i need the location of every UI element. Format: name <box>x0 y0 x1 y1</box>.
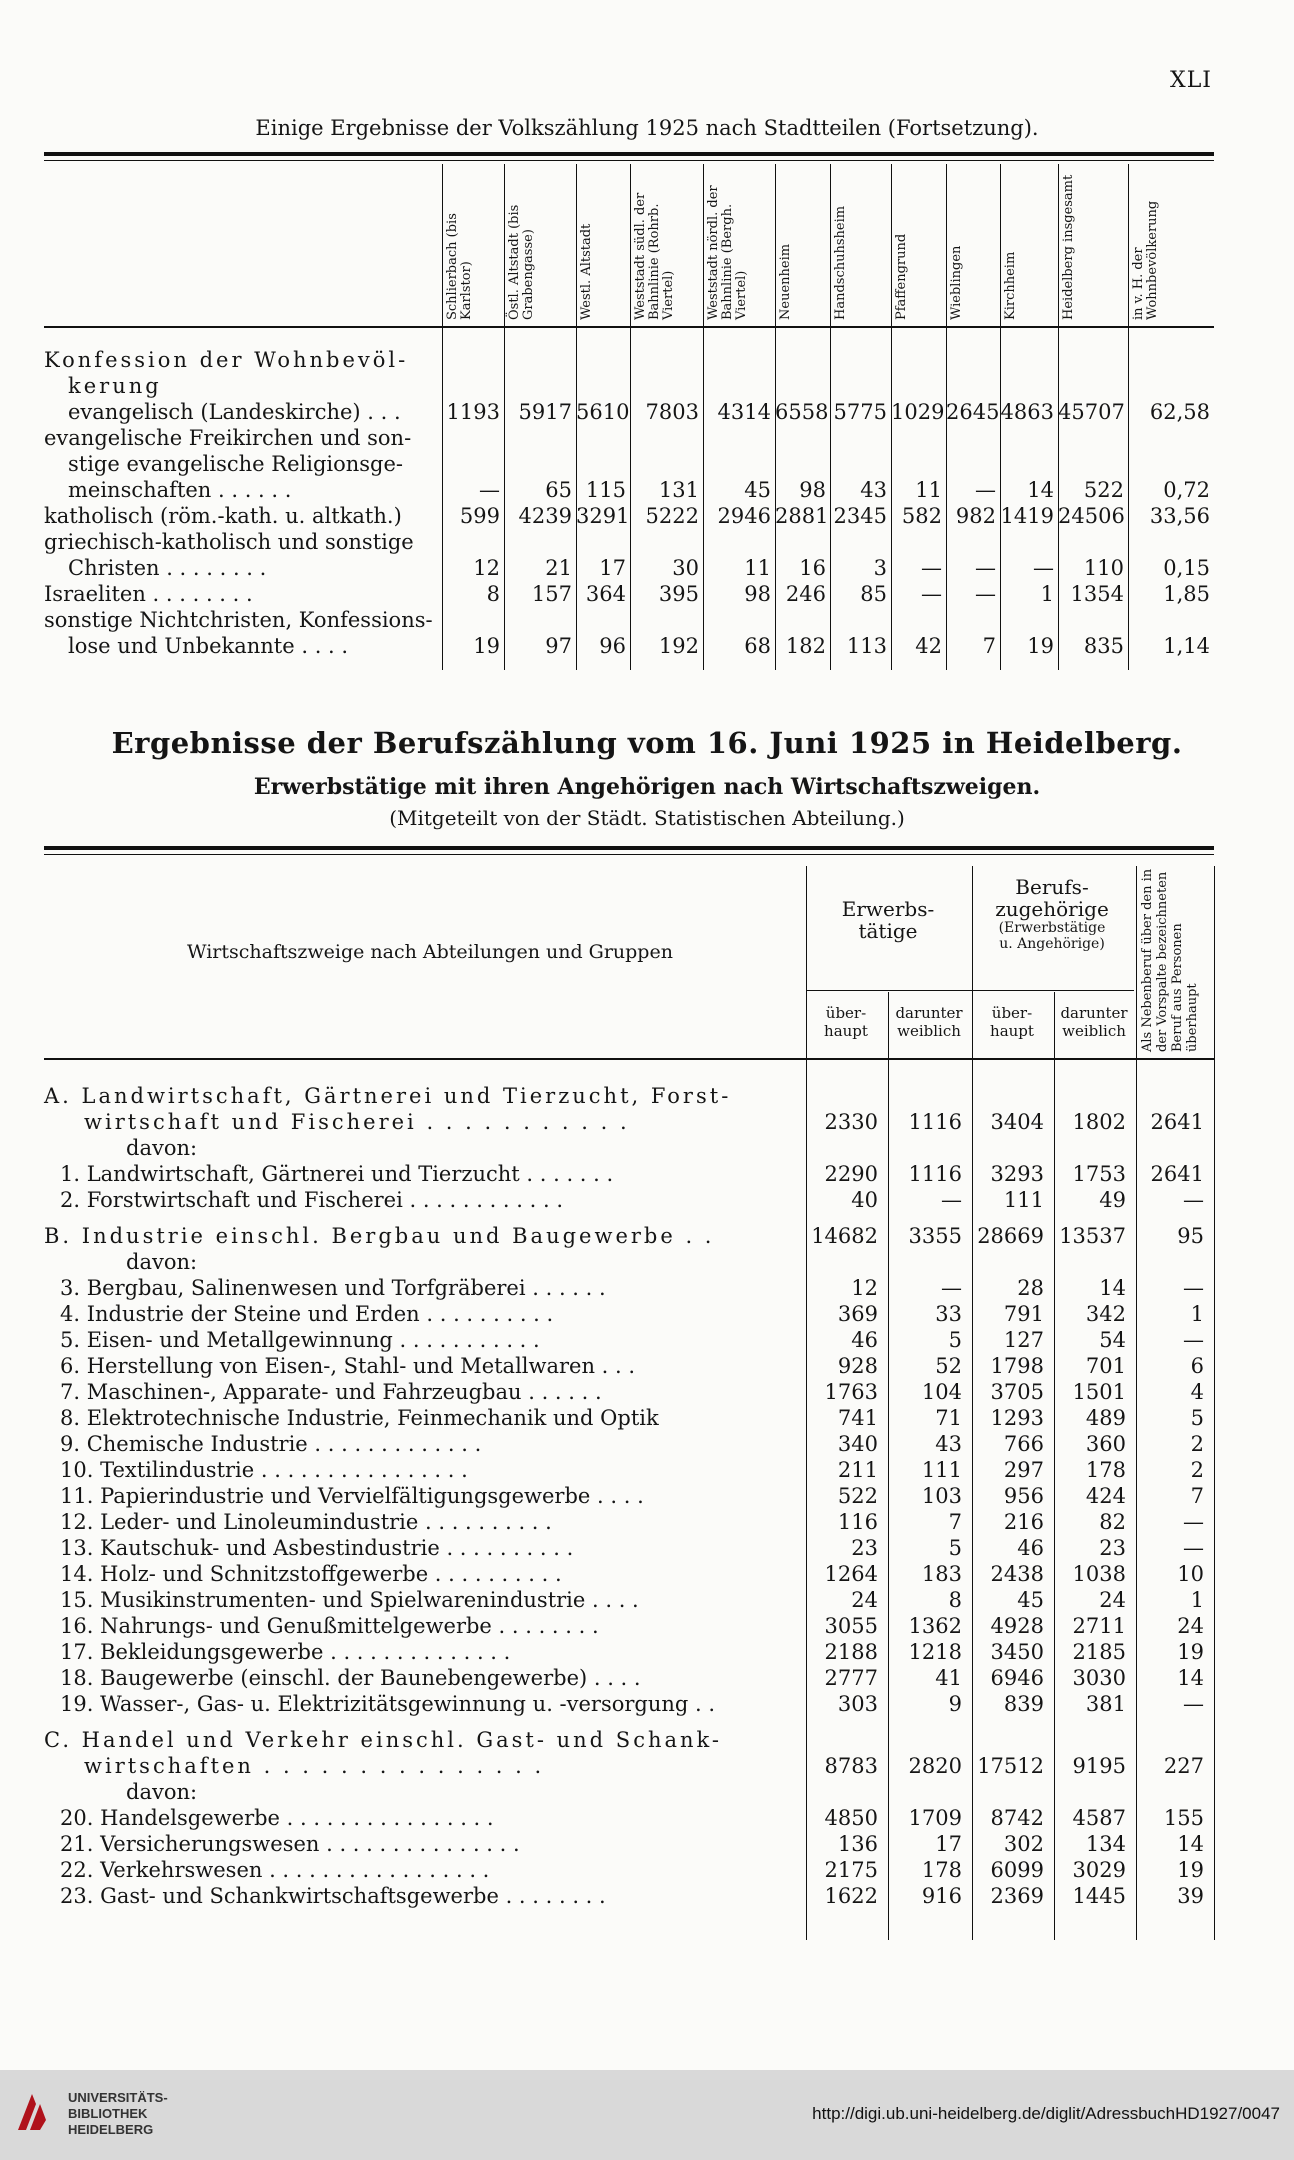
t2-cell: 1763 <box>824 1380 878 1404</box>
t2-cell: 211 <box>837 1458 878 1482</box>
source-url-link[interactable]: http://digi.ub.uni-heidelberg.de/diglit/AdressbuchHD1927/0047 <box>812 2104 1280 2123</box>
t2-cell: 2290 <box>824 1162 878 1186</box>
t2-cell: 7 <box>1190 1484 1204 1508</box>
t2-cell: 3705 <box>990 1380 1044 1404</box>
t2-cell: 43 <box>935 1432 962 1456</box>
t1-cell: 68 <box>744 634 771 658</box>
t2-cell: 1116 <box>908 1162 962 1186</box>
t2-cell: 134 <box>1085 1832 1126 1856</box>
t2-cell: 2175 <box>824 1858 878 1882</box>
t2-cell: 424 <box>1085 1484 1126 1508</box>
page-number: XLI <box>1170 68 1212 93</box>
table2-header-weiblich-1 <box>888 1004 970 1040</box>
header-weiblich2-l1: darunter <box>1060 1004 1128 1022</box>
t2-cell: 1218 <box>908 1640 962 1664</box>
header-weiblich-l2: weiblich <box>897 1022 961 1040</box>
t2-cell: 4587 <box>1072 1806 1126 1830</box>
t1-cell: 2946 <box>717 504 771 528</box>
t1-cell: 16 <box>799 556 826 580</box>
t1-cell: 1029 <box>891 400 945 424</box>
t1-section-label: Konfession der Wohnbevöl- <box>44 348 409 372</box>
t1-cell: 1354 <box>1070 582 1124 606</box>
t2-cell: 9 <box>948 1692 962 1716</box>
table1-top-rule <box>44 152 1214 156</box>
t2-cell: 52 <box>935 1354 962 1378</box>
t2-cell: 5 <box>948 1328 962 1352</box>
t2-row-label: 14. Holz- und Schnitzstoffgewerbe . . . . . . . . . . <box>60 1562 562 1586</box>
t1-cell: 599 <box>459 504 500 528</box>
t2-cell: 127 <box>1003 1328 1044 1352</box>
t1-cell: 582 <box>901 504 942 528</box>
t2-cell: 116 <box>837 1510 878 1534</box>
t1-cell: 4239 <box>518 504 572 528</box>
t2-row-label: 2. Forstwirtschaft und Fischerei . . . . . . . . . . . . <box>60 1188 564 1212</box>
t2-cell: 14 <box>1099 1276 1126 1300</box>
table1-top-rule-thin <box>44 160 1214 161</box>
t2-cell: 7 <box>948 1510 962 1534</box>
t1-cell: 1,85 <box>1163 582 1210 606</box>
t2-cell: 33 <box>935 1302 962 1326</box>
t2-row-label: 18. Baugewerbe (einschl. der Baunebengewerbe) . . . . <box>60 1666 641 1690</box>
t1-cell: 364 <box>585 582 626 606</box>
t1-cell: 45707 <box>1058 400 1125 424</box>
t2-cell: 39 <box>1177 1884 1204 1908</box>
t2-cell: 111 <box>1003 1188 1044 1212</box>
t1-column-header: Weststadt nördl. der Bahnlinie (Bergh. Viertel) <box>706 185 749 320</box>
t2-cell: 1501 <box>1072 1380 1126 1404</box>
t1-cell: 19 <box>1027 634 1054 658</box>
t2-cell: 111 <box>921 1458 962 1482</box>
t1-column-header: in v. H. der Wohnbevölkerung <box>1131 200 1160 320</box>
t2-cell: 136 <box>837 1832 878 1856</box>
t2-cell: 381 <box>1085 1692 1126 1716</box>
t1-cell: 7 <box>982 634 996 658</box>
t2-cell: 49 <box>1099 1188 1126 1212</box>
t2-cell: 2185 <box>1072 1640 1126 1664</box>
t2-section-label: wirtschaft und Fischerei . . . . . . . . . . . <box>84 1110 630 1134</box>
t2-row-label: 6. Herstellung von Eisen-, Stahl- und Metallwaren . . . <box>60 1354 636 1378</box>
t2-cell: 19 <box>1177 1858 1204 1882</box>
t2-cell: 2188 <box>824 1640 878 1664</box>
t2-cell: 522 <box>837 1484 878 1508</box>
t2-cell: 8783 <box>824 1754 878 1778</box>
table2-source: (Mitgeteilt von der Städt. Statistischen Abteilung.) <box>389 806 905 830</box>
t2-cell: — <box>941 1188 962 1212</box>
t1-cell: 5610 <box>576 400 630 424</box>
t1-cell: 1193 <box>446 400 500 424</box>
t2-davon-label: davon: <box>126 1136 198 1160</box>
t2-cell: 5 <box>948 1536 962 1560</box>
table2-header-ueberhaupt-1 <box>806 1004 886 1040</box>
t2-cell: 839 <box>1003 1692 1044 1716</box>
t2-row-label: 19. Wasser-, Gas- u. Elektrizitätsgewinnung u. -versorgung . . <box>60 1692 716 1716</box>
t2-cell: 2641 <box>1150 1162 1204 1186</box>
t1-column-header: Heidelberg insgesamt <box>1061 174 1076 320</box>
t2-row-label: 12. Leder- und Linoleumindustrie . . . . . . . . . . <box>60 1510 552 1534</box>
t1-cell: 12 <box>473 556 500 580</box>
t2-cell: 227 <box>1163 1754 1204 1778</box>
t1-cell: 30 <box>672 556 699 580</box>
table2-header-main: Wirtschaftszweige nach Abteilungen und Gruppen <box>187 941 673 963</box>
table2-title: Ergebnisse der Berufszählung vom 16. Juni 1925 in Heidelberg. <box>111 726 1183 760</box>
t1-cell: 115 <box>585 478 626 502</box>
t2-cell: 928 <box>837 1354 878 1378</box>
t2-row-label: 3. Bergbau, Salinenwesen und Torfgräberei . . . . . . <box>60 1276 606 1300</box>
t2-cell: 14 <box>1177 1832 1204 1856</box>
t2-cell: 297 <box>1003 1458 1044 1482</box>
table2-header-weiblich-2 <box>1054 1004 1134 1040</box>
t1-column-header: Kirchheim <box>1003 251 1018 320</box>
t2-row-label: 4. Industrie der Steine und Erden . . . . . . . . . . <box>60 1302 554 1326</box>
t2-cell: 2 <box>1190 1458 1204 1482</box>
t2-row-label: 5. Eisen- und Metallgewinnung . . . . . . . . . . . <box>60 1328 540 1352</box>
logo-line-1: UNIVERSITÄTS- <box>68 2090 168 2105</box>
t2-cell: 3355 <box>908 1224 962 1248</box>
t2-cell: 24 <box>851 1588 878 1612</box>
t1-cell: 5917 <box>518 400 572 424</box>
t2-cell: 12 <box>851 1276 878 1300</box>
t2-section-label: wirtschaften . . . . . . . . . . . . . . . <box>84 1754 545 1778</box>
t1-cell: 3291 <box>576 504 630 528</box>
t2-cell: 741 <box>837 1406 878 1430</box>
t1-cell: 17 <box>599 556 626 580</box>
t2-cell: 28669 <box>977 1224 1044 1248</box>
t2-cell: 6099 <box>990 1858 1044 1882</box>
t2-section-label: B. Industrie einschl. Bergbau und Baugewerbe . . <box>44 1224 715 1248</box>
table2-header-beruf-sub2: u. Angehörige) <box>999 936 1105 952</box>
t2-cell: 342 <box>1085 1302 1126 1326</box>
t1-cell: 1419 <box>1000 504 1054 528</box>
t1-cell: — <box>975 556 996 580</box>
t2-cell: 28 <box>1017 1276 1044 1300</box>
t2-cell: 8742 <box>990 1806 1044 1830</box>
t2-cell: 791 <box>1003 1302 1044 1326</box>
table2-header-beruf-line2: zugehörige <box>995 897 1109 921</box>
t1-row-label: Christen . . . . . . . . <box>68 556 267 580</box>
t2-cell: 1622 <box>824 1884 878 1908</box>
table2-top-rule <box>44 846 1214 850</box>
t2-cell: 41 <box>935 1666 962 1690</box>
header-weiblich2-l2: weiblich <box>1062 1022 1126 1040</box>
table2-header-beruf-sub1: (Erwerbstätige <box>998 920 1106 936</box>
t2-cell: 178 <box>1085 1458 1126 1482</box>
t1-cell: — <box>479 478 500 502</box>
t1-row-label: stige evangelische Religionsge- <box>68 452 404 476</box>
t1-cell: 62,58 <box>1149 400 1210 424</box>
t1-column-header: Schlierbach (bis Karlstor) <box>445 213 474 320</box>
t2-col-rule <box>1214 866 1215 1940</box>
t2-cell: 3030 <box>1072 1666 1126 1690</box>
t1-cell: 6558 <box>775 400 829 424</box>
t2-cell: 302 <box>1003 1832 1044 1856</box>
t1-cell: 4314 <box>717 400 771 424</box>
t1-section-label-2: kerung <box>68 374 162 398</box>
t1-cell: 182 <box>785 634 826 658</box>
t2-cell: 1753 <box>1072 1162 1126 1186</box>
t1-cell: 522 <box>1083 478 1124 502</box>
t2-cell: 45 <box>1017 1588 1044 1612</box>
t1-row-label: lose und Unbekannte . . . . <box>68 634 349 658</box>
t2-cell: — <box>1183 1328 1204 1352</box>
t2-cell: 340 <box>837 1432 878 1456</box>
t2-cell: 23 <box>851 1536 878 1560</box>
table2-header-rule <box>44 1058 1214 1060</box>
t2-cell: — <box>941 1276 962 1300</box>
t2-cell: 369 <box>837 1302 878 1326</box>
t1-cell: 98 <box>799 478 826 502</box>
t1-cell: 246 <box>785 582 826 606</box>
t2-row-label: 7. Maschinen-, Apparate- und Fahrzeugbau . . . . . . <box>60 1380 602 1404</box>
t2-cell: 6946 <box>990 1666 1044 1690</box>
t2-cell: 2330 <box>824 1110 878 1134</box>
t1-cell: 2881 <box>775 504 829 528</box>
t1-cell: 19 <box>473 634 500 658</box>
t2-section-label: A. Landwirtschaft, Gärtnerei und Tierzucht, Forst- <box>44 1084 732 1108</box>
t1-cell: 96 <box>599 634 626 658</box>
t2-cell: 766 <box>1003 1432 1044 1456</box>
table2-header-beruf-line1: Berufs- <box>1015 875 1089 899</box>
library-logo-text <box>68 2090 168 2138</box>
table2-top-rule-thin <box>44 854 1214 855</box>
t2-cell: — <box>1183 1188 1204 1212</box>
t2-row-label: 20. Handelsgewerbe . . . . . . . . . . . . . . . . <box>60 1806 494 1830</box>
t2-cell: 1362 <box>908 1614 962 1638</box>
t2-row-label: 9. Chemische Industrie . . . . . . . . . . . . . <box>60 1432 482 1456</box>
t1-cell: 2645 <box>946 400 1000 424</box>
t2-cell: 2 <box>1190 1432 1204 1456</box>
t2-cell: 8 <box>948 1588 962 1612</box>
header-ueberhaupt2-l1: über- <box>991 1004 1033 1022</box>
t2-cell: 71 <box>935 1406 962 1430</box>
t2-cell: 3293 <box>990 1162 1044 1186</box>
t1-cell: 835 <box>1083 634 1124 658</box>
t2-cell: 24 <box>1177 1614 1204 1638</box>
t2-row-label: 8. Elektrotechnische Industrie, Feinmechanik und Optik <box>60 1406 659 1430</box>
t2-cell: 17 <box>935 1832 962 1856</box>
t1-row-label: evangelische Freikirchen und son- <box>44 426 412 450</box>
t2-cell: 40 <box>851 1188 878 1212</box>
t2-cell: 1709 <box>908 1806 962 1830</box>
t2-row-label: 17. Bekleidungsgewerbe . . . . . . . . . . . . . . <box>60 1640 511 1664</box>
t2-row-label: 21. Versicherungswesen . . . . . . . . . . . . . . . <box>60 1832 520 1856</box>
t2-davon-label: davon: <box>126 1780 198 1804</box>
t2-row-label: 15. Musikinstrumenten- und Spielwarenindustrie . . . . <box>60 1588 639 1612</box>
t2-cell: 24 <box>1099 1588 1126 1612</box>
t2-cell: 303 <box>837 1692 878 1716</box>
t2-cell: 1264 <box>824 1562 878 1586</box>
t1-row-label: Israeliten . . . . . . . . <box>44 582 253 606</box>
t2-cell: 14 <box>1177 1666 1204 1690</box>
t1-row-label: katholisch (röm.-kath. u. altkath.) <box>44 504 402 528</box>
t1-cell: — <box>975 582 996 606</box>
t1-row-label: meinschaften . . . . . . <box>68 478 292 502</box>
t2-cell: 3029 <box>1072 1858 1126 1882</box>
table1-title: Einige Ergebnisse der Volkszählung 1925 nach Stadtteilen (Fortsetzung). <box>255 116 1039 140</box>
t2-cell: 1802 <box>1072 1110 1126 1134</box>
t1-column-header: Östl. Altstadt (bis Grabengasse) <box>507 204 536 320</box>
t1-cell: 1,14 <box>1163 634 1210 658</box>
t2-cell: 2711 <box>1072 1614 1126 1638</box>
t1-cell: — <box>921 582 942 606</box>
header-ueberhaupt-l1: über- <box>825 1004 867 1022</box>
t1-cell: 982 <box>955 504 996 528</box>
table2-header-ueberhaupt-2 <box>972 1004 1052 1040</box>
t1-cell: 1 <box>1040 582 1054 606</box>
logo-line-2: BIBLIOTHEK <box>68 2106 148 2121</box>
t1-cell: 65 <box>545 478 572 502</box>
t2-cell: 3404 <box>990 1110 1044 1134</box>
t2-cell: — <box>1183 1276 1204 1300</box>
t1-cell: — <box>921 556 942 580</box>
t2-davon-label: davon: <box>126 1250 198 1274</box>
t2-cell: 54 <box>1099 1328 1126 1352</box>
t2-cell: 701 <box>1085 1354 1126 1378</box>
t2-cell: 178 <box>921 1858 962 1882</box>
t2-row-label: 23. Gast- und Schankwirtschaftsgewerbe . . . . . . . . <box>60 1884 606 1908</box>
t2-cell: 9195 <box>1072 1754 1126 1778</box>
table1-header-rule <box>44 326 1214 328</box>
t2-cell: 1038 <box>1072 1562 1126 1586</box>
t2-cell: — <box>1183 1692 1204 1716</box>
t1-cell: — <box>1033 556 1054 580</box>
t2-cell: 1 <box>1190 1588 1204 1612</box>
t1-cell: 0,15 <box>1163 556 1210 580</box>
t1-cell: 131 <box>658 478 699 502</box>
t2-row-label: 16. Nahrungs- und Genußmittelgewerbe . . . . . . . . <box>60 1614 599 1638</box>
table2-header-erwerb-line1: Erwerbs- <box>841 897 935 921</box>
t2-cell: 19 <box>1177 1640 1204 1664</box>
t2-cell: 2777 <box>824 1666 878 1690</box>
t2-cell: 104 <box>921 1380 962 1404</box>
t2-cell: 14682 <box>811 1224 878 1248</box>
t1-cell: 157 <box>531 582 572 606</box>
t1-cell: 43 <box>860 478 887 502</box>
t2-cell: — <box>1183 1510 1204 1534</box>
t1-row-label: evangelisch (Landeskirche) . . . <box>68 400 401 424</box>
t1-column-header: Pfaffengrund <box>894 233 909 320</box>
t2-cell: — <box>1183 1536 1204 1560</box>
t2-section-label: C. Handel und Verkehr einschl. Gast- und Schank- <box>44 1728 722 1752</box>
t1-cell: 5775 <box>833 400 887 424</box>
t1-cell: 113 <box>846 634 887 658</box>
table2-header-erwerb-line2: tätige <box>858 919 918 943</box>
t2-cell: 2820 <box>908 1754 962 1778</box>
t1-cell: 192 <box>658 634 699 658</box>
t1-column-header: Handschuhsheim <box>833 205 848 320</box>
t2-cell: 155 <box>1163 1806 1204 1830</box>
header-ueberhaupt2-l2: haupt <box>990 1022 1034 1040</box>
t1-cell: 7803 <box>645 400 699 424</box>
t2-hrule-erwerb <box>806 990 1134 991</box>
t1-cell: — <box>975 478 996 502</box>
t2-cell: 5 <box>1190 1406 1204 1430</box>
t2-cell: 916 <box>921 1884 962 1908</box>
header-ueberhaupt-l2: haupt <box>824 1022 868 1040</box>
t2-cell: 4 <box>1190 1380 1204 1404</box>
t1-cell: 11 <box>744 556 771 580</box>
t2-cell: 183 <box>921 1562 962 1586</box>
t2-cell: 10 <box>1177 1562 1204 1586</box>
t2-cell: 956 <box>1003 1484 1044 1508</box>
t2-cell: 1 <box>1190 1302 1204 1326</box>
logo-line-3: HEIDELBERG <box>68 2122 154 2137</box>
t1-cell: 42 <box>915 634 942 658</box>
t1-cell: 8 <box>486 582 500 606</box>
t1-cell: 85 <box>860 582 887 606</box>
table2-header-nebenberuf: Als Nebenberuf über den in der Vorspalte bezeichneten Beruf aus Personen überhaupt <box>1140 868 1200 1052</box>
t2-cell: 46 <box>1017 1536 1044 1560</box>
t2-row-label: 11. Papierindustrie und Vervielfältigungsgewerbe . . . . <box>60 1484 644 1508</box>
t1-cell: 3 <box>873 556 887 580</box>
t1-cell: 395 <box>658 582 699 606</box>
t2-row-label: 22. Verkehrswesen . . . . . . . . . . . . . . . . . <box>60 1858 490 1882</box>
header-weiblich-l1: darunter <box>895 1004 963 1022</box>
t2-cell: 4850 <box>824 1806 878 1830</box>
t1-row-label: sonstige Nichtchristen, Konfessions- <box>44 608 433 632</box>
t2-cell: 1798 <box>990 1354 1044 1378</box>
t2-cell: 3450 <box>990 1640 1044 1664</box>
t2-cell: 1293 <box>990 1406 1044 1430</box>
t1-cell: 14 <box>1027 478 1054 502</box>
t1-cell: 0,72 <box>1163 478 1210 502</box>
t1-cell: 2345 <box>833 504 887 528</box>
t1-column-header: Neuenheim <box>778 243 793 320</box>
t1-cell: 45 <box>744 478 771 502</box>
t2-cell: 489 <box>1085 1406 1126 1430</box>
t2-row-label: 1. Landwirtschaft, Gärtnerei und Tierzucht . . . . . . . <box>60 1162 614 1186</box>
t2-cell: 2369 <box>990 1884 1044 1908</box>
t2-cell: 82 <box>1099 1510 1126 1534</box>
t1-cell: 5222 <box>645 504 699 528</box>
t2-cell: 1445 <box>1072 1884 1126 1908</box>
t1-cell: 98 <box>744 582 771 606</box>
table2-header-beruf <box>972 876 1132 952</box>
t2-cell: 13537 <box>1059 1224 1126 1248</box>
t2-cell: 2438 <box>990 1562 1044 1586</box>
t1-column-header: Wieblingen <box>949 245 964 320</box>
t2-cell: 2641 <box>1150 1110 1204 1134</box>
t2-cell: 1116 <box>908 1110 962 1134</box>
t1-cell: 4863 <box>1000 400 1054 424</box>
t2-cell: 103 <box>921 1484 962 1508</box>
t2-cell: 4928 <box>990 1614 1044 1638</box>
t1-row-label: griechisch-katholisch und sonstige <box>44 530 414 554</box>
t1-cell: 21 <box>545 556 572 580</box>
t1-column-header: Westl. Altstadt <box>579 223 594 320</box>
t2-cell: 17512 <box>977 1754 1044 1778</box>
table2-subtitle: Erwerbstätige mit ihren Angehörigen nach Wirtschaftszweigen. <box>253 774 1041 800</box>
t2-cell: 23 <box>1099 1536 1126 1560</box>
t2-row-label: 10. Textilindustrie . . . . . . . . . . . . . . . . <box>60 1458 468 1482</box>
t1-cell: 33,56 <box>1149 504 1210 528</box>
t2-cell: 216 <box>1003 1510 1044 1534</box>
library-logo-icon <box>14 2090 50 2136</box>
t1-cell: 11 <box>915 478 942 502</box>
t2-cell: 360 <box>1085 1432 1126 1456</box>
t2-cell: 3055 <box>824 1614 878 1638</box>
t2-row-label: 13. Kautschuk- und Asbestindustrie . . . . . . . . . . <box>60 1536 574 1560</box>
t1-cell: 97 <box>545 634 572 658</box>
t2-cell: 46 <box>851 1328 878 1352</box>
t2-cell: 6 <box>1190 1354 1204 1378</box>
t1-column-header: Weststadt südl. der Bahnlinie (Rohrb. Viertel) <box>633 192 676 320</box>
table2-header-erwerb <box>806 898 970 942</box>
t2-cell: 95 <box>1177 1224 1204 1248</box>
t1-cell: 24506 <box>1058 504 1125 528</box>
t1-cell: 110 <box>1083 556 1124 580</box>
